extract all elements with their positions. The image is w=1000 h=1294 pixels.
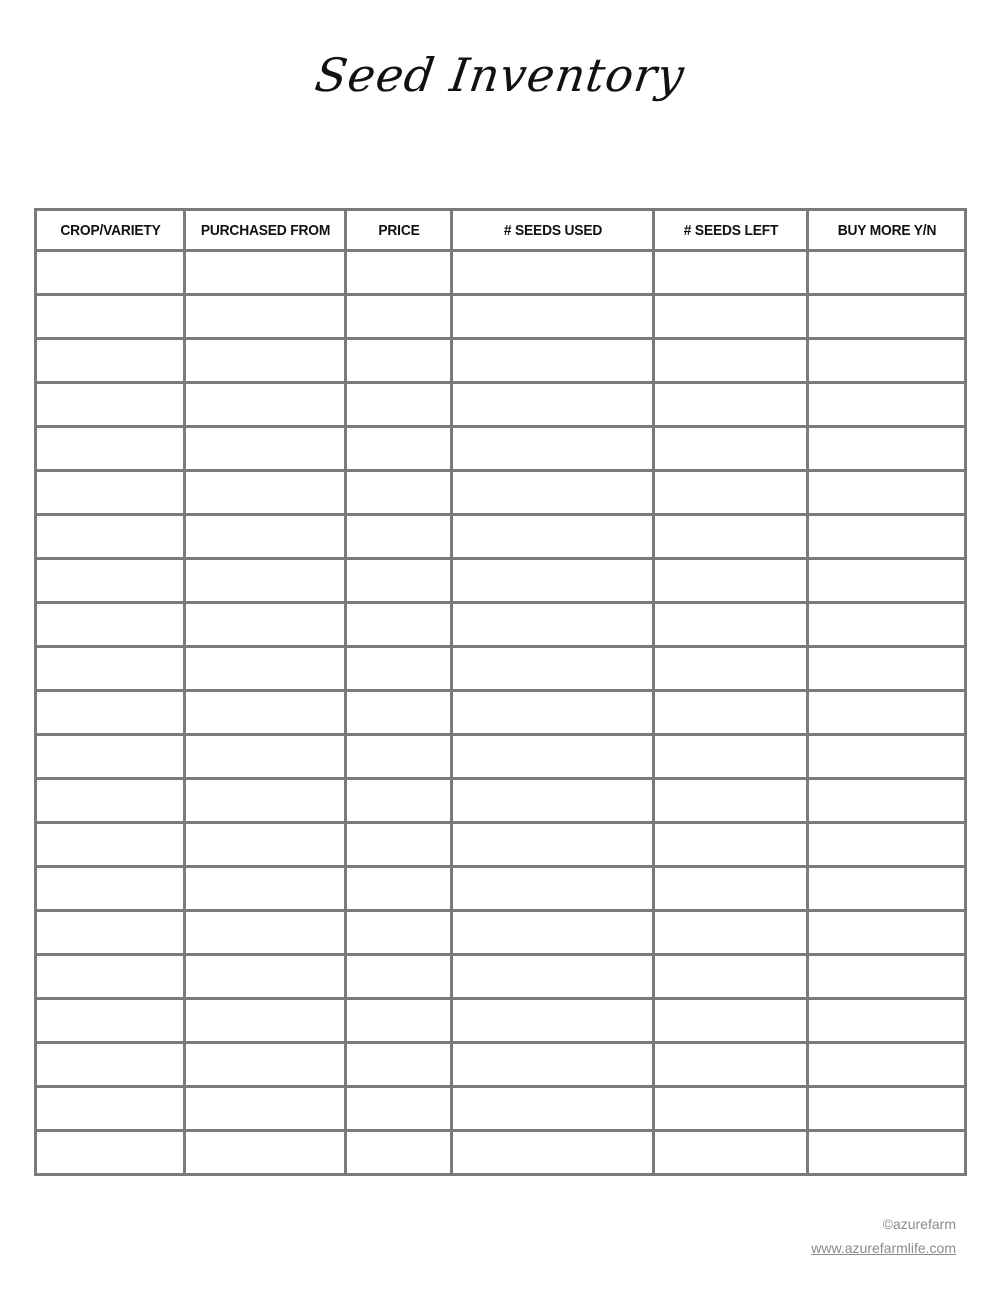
table-row [36, 999, 966, 1043]
table-cell[interactable] [36, 647, 185, 691]
table-cell[interactable] [185, 999, 346, 1043]
table-cell[interactable] [452, 471, 654, 515]
table-cell[interactable] [36, 999, 185, 1043]
table-cell[interactable] [654, 471, 808, 515]
table-cell[interactable] [36, 911, 185, 955]
table-cell[interactable] [808, 603, 966, 647]
table-cell[interactable] [36, 1043, 185, 1087]
table-cell[interactable] [346, 1043, 452, 1087]
copyright-text: ©azurefarm [882, 1216, 956, 1232]
table-cell[interactable] [654, 1131, 808, 1175]
table-row [36, 823, 966, 867]
table-cell[interactable] [452, 559, 654, 603]
table-cell[interactable] [808, 867, 966, 911]
table-cell[interactable] [452, 999, 654, 1043]
table-cell[interactable] [185, 647, 346, 691]
table-cell[interactable] [654, 1087, 808, 1131]
table-cell[interactable] [654, 647, 808, 691]
table-cell[interactable] [346, 295, 452, 339]
table-cell[interactable] [654, 603, 808, 647]
table-cell[interactable] [452, 867, 654, 911]
table-cell[interactable] [346, 867, 452, 911]
table-row [36, 1087, 966, 1131]
table-cell[interactable] [808, 955, 966, 999]
table-cell[interactable] [185, 383, 346, 427]
column-header-seeds-used: # SEEDS USED [460, 210, 646, 251]
table-cell[interactable] [36, 823, 185, 867]
column-header-seeds-left: # SEEDS LEFT [660, 210, 802, 251]
table-cell[interactable] [185, 779, 346, 823]
table-cell[interactable] [185, 1043, 346, 1087]
table-row [36, 471, 966, 515]
table-cell[interactable] [654, 251, 808, 295]
table-cell[interactable] [808, 691, 966, 735]
table-cell[interactable] [346, 339, 452, 383]
table-header-row [36, 210, 966, 251]
table-cell[interactable] [346, 955, 452, 999]
table-cell[interactable] [185, 735, 346, 779]
table-cell[interactable] [36, 1131, 185, 1175]
table-cell[interactable] [808, 383, 966, 427]
table-cell[interactable] [36, 471, 185, 515]
table-row [36, 867, 966, 911]
table-cell[interactable] [452, 1131, 654, 1175]
table-cell[interactable] [654, 339, 808, 383]
table-cell[interactable] [346, 911, 452, 955]
table-cell[interactable] [346, 559, 452, 603]
table-cell[interactable] [654, 867, 808, 911]
table-cell[interactable] [36, 251, 185, 295]
table-cell[interactable] [36, 691, 185, 735]
table-cell[interactable] [452, 691, 654, 735]
table-cell[interactable] [185, 603, 346, 647]
table-cell[interactable] [452, 427, 654, 471]
table-cell[interactable] [185, 1131, 346, 1175]
table-row [36, 1043, 966, 1087]
table-cell[interactable] [654, 823, 808, 867]
table-cell[interactable] [452, 911, 654, 955]
table-cell[interactable] [808, 779, 966, 823]
table-cell[interactable] [36, 867, 185, 911]
table-cell[interactable] [654, 955, 808, 999]
table-cell[interactable] [185, 515, 346, 559]
table-cell[interactable] [452, 603, 654, 647]
table-row [36, 1131, 966, 1175]
table-cell[interactable] [346, 1087, 452, 1131]
table-row [36, 735, 966, 779]
table-cell[interactable] [808, 427, 966, 471]
table-cell[interactable] [346, 383, 452, 427]
table-cell[interactable] [452, 647, 654, 691]
table-row [36, 295, 966, 339]
table-cell[interactable] [452, 515, 654, 559]
table-cell[interactable] [185, 867, 346, 911]
table-cell[interactable] [36, 1087, 185, 1131]
footer [811, 1212, 956, 1260]
table-cell[interactable] [808, 823, 966, 867]
table-cell[interactable] [808, 339, 966, 383]
table-cell[interactable] [36, 295, 185, 339]
table-cell[interactable] [808, 295, 966, 339]
table-cell[interactable] [36, 339, 185, 383]
column-header-price: PRICE [350, 210, 448, 251]
table-row [36, 339, 966, 383]
table-cell[interactable] [654, 691, 808, 735]
table-cell[interactable] [654, 1043, 808, 1087]
table-cell[interactable] [185, 691, 346, 735]
table-row [36, 515, 966, 559]
table-cell[interactable] [654, 911, 808, 955]
table-cell[interactable] [452, 1087, 654, 1131]
table-cell[interactable] [185, 251, 346, 295]
table-cell[interactable] [808, 515, 966, 559]
table-cell[interactable] [808, 1087, 966, 1131]
table-row [36, 383, 966, 427]
table-row [36, 559, 966, 603]
seed-inventory-table [34, 208, 967, 1176]
table-cell[interactable] [452, 251, 654, 295]
table-row [36, 691, 966, 735]
table-cell[interactable] [346, 779, 452, 823]
table-cell[interactable] [185, 559, 346, 603]
table-cell[interactable] [36, 955, 185, 999]
table-cell[interactable] [808, 911, 966, 955]
table-cell[interactable] [346, 735, 452, 779]
table-row [36, 911, 966, 955]
table-cell[interactable] [346, 647, 452, 691]
table-cell[interactable] [36, 427, 185, 471]
table-cell[interactable] [36, 735, 185, 779]
table-cell[interactable] [654, 999, 808, 1043]
table-cell[interactable] [808, 1131, 966, 1175]
website-link[interactable]: www.azurefarmlife.com [811, 1240, 956, 1256]
table-cell[interactable] [452, 383, 654, 427]
table-cell[interactable] [654, 383, 808, 427]
table-cell[interactable] [36, 515, 185, 559]
table-cell[interactable] [452, 779, 654, 823]
table-cell[interactable] [185, 427, 346, 471]
table-cell[interactable] [185, 471, 346, 515]
table-cell[interactable] [654, 559, 808, 603]
table-cell[interactable] [185, 295, 346, 339]
table-cell[interactable] [346, 427, 452, 471]
table-row [36, 603, 966, 647]
table-cell[interactable] [185, 339, 346, 383]
table-cell[interactable] [808, 251, 966, 295]
table-cell[interactable] [808, 735, 966, 779]
table-cell[interactable] [36, 559, 185, 603]
table-cell[interactable] [185, 955, 346, 999]
table-cell[interactable] [452, 955, 654, 999]
table-cell[interactable] [36, 779, 185, 823]
table-cell[interactable] [452, 735, 654, 779]
table-row [36, 779, 966, 823]
table-cell[interactable] [185, 1087, 346, 1131]
table-cell[interactable] [346, 471, 452, 515]
table-cell[interactable] [808, 999, 966, 1043]
table-cell[interactable] [452, 823, 654, 867]
table-cell[interactable] [808, 1043, 966, 1087]
table-cell[interactable] [346, 603, 452, 647]
table-cell[interactable] [808, 471, 966, 515]
table-cell[interactable] [654, 427, 808, 471]
column-header-purchased-from: PURCHASED FROM [191, 210, 339, 251]
table-cell[interactable] [808, 647, 966, 691]
table-cell[interactable] [654, 735, 808, 779]
table-cell[interactable] [346, 251, 452, 295]
table-cell[interactable] [36, 383, 185, 427]
table-cell[interactable] [452, 1043, 654, 1087]
table-cell[interactable] [654, 515, 808, 559]
page-title: Seed Inventory [311, 48, 689, 102]
table-row [36, 427, 966, 471]
table-row [36, 647, 966, 691]
table-cell[interactable] [185, 911, 346, 955]
table-cell[interactable] [185, 823, 346, 867]
table-body [36, 251, 966, 1175]
table-cell[interactable] [346, 999, 452, 1043]
table-cell[interactable] [654, 295, 808, 339]
table-cell[interactable] [452, 339, 654, 383]
table-cell[interactable] [808, 559, 966, 603]
column-header-crop-variety: CROP/VARIETY [41, 210, 178, 251]
table-cell[interactable] [346, 515, 452, 559]
table-cell[interactable] [346, 691, 452, 735]
table-row [36, 955, 966, 999]
table-cell[interactable] [346, 1131, 452, 1175]
table-cell[interactable] [654, 779, 808, 823]
table-cell[interactable] [36, 603, 185, 647]
column-header-buy-more: BUY MORE Y/N [814, 210, 959, 251]
table-cell[interactable] [452, 295, 654, 339]
table-cell[interactable] [346, 823, 452, 867]
table-row [36, 251, 966, 295]
